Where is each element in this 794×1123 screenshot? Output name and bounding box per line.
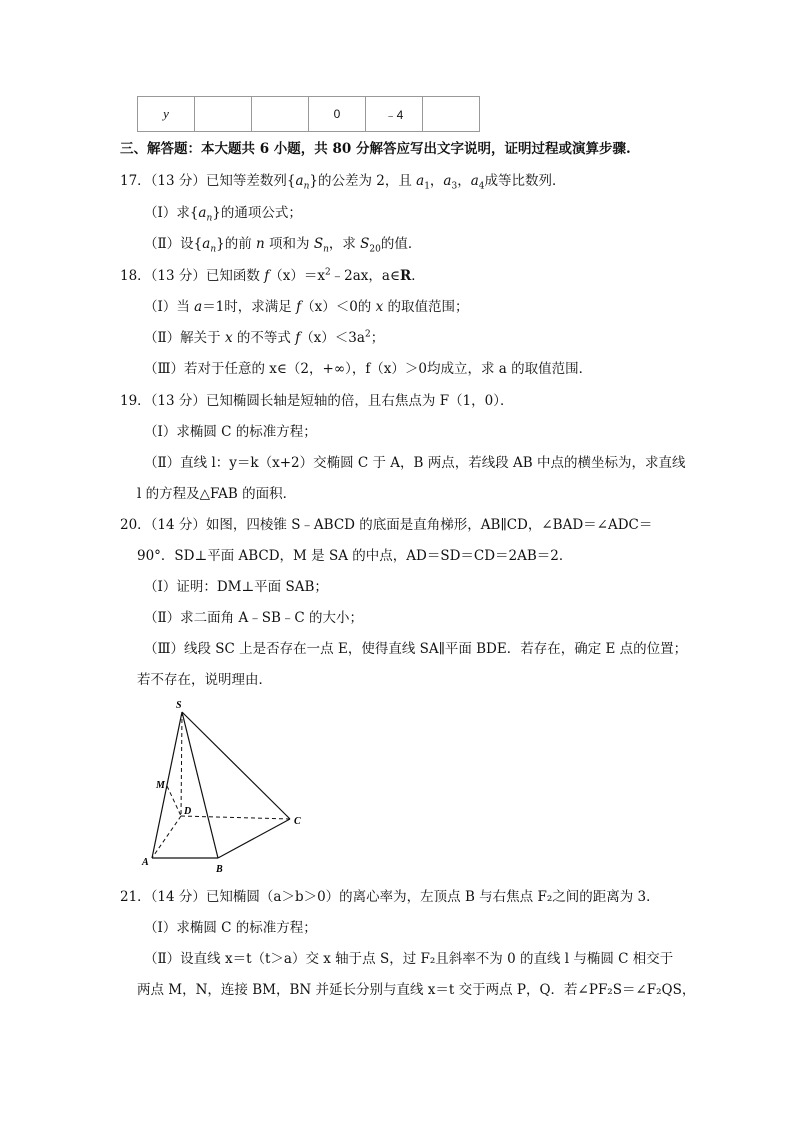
text: （x）＜0的 — [301, 299, 376, 315]
text: 17．（13 分）已知等差数列{ — [120, 173, 296, 189]
question-20-part-3: （Ⅲ）线段 SC 上是否存在一点 E，使得直线 SA∥平面 BDE．若存在，确定 E 点的位置； — [144, 641, 688, 657]
table-cell: ﹣4 — [366, 97, 423, 132]
text: （Ⅱ）解关于 — [144, 330, 225, 346]
question-19-stem: 19．（13 分）已知椭圆长轴是短轴的倍，且右焦点为 F（1，0）． — [120, 393, 514, 409]
question-19-part-2-cont: l 的方程及△FAB 的面积． — [137, 486, 297, 502]
question-21-stem: 21．（14 分）已知椭圆（a＞b＞0）的离心率为，左顶点 B 与右焦点 F₂之间的距离为 3． — [120, 889, 660, 905]
question-19-part-1: （Ⅰ）求椭圆 C 的标准方程； — [144, 424, 317, 440]
text: }的公差为 2，且 — [309, 173, 417, 189]
text: （x）＜3a — [300, 330, 365, 346]
table-row — [138, 97, 480, 132]
text: （Ⅰ）求{ — [144, 205, 199, 221]
table-cell: y — [138, 97, 195, 132]
question-21-part-2-cont: 两点 M，N，连接 BM，BN 并延长分别与直线 x＝t 交于两点 P，Q．若∠PF₂S＝∠F₂QS， — [137, 982, 696, 998]
table-cell — [252, 97, 309, 132]
question-20-part-3-cont: 若不存在，说明理由． — [137, 672, 272, 688]
question-17-stem: 17．（13 分）已知等差数列$\{a_n\}$的公差为 2，且 $a_1$，$a_3$，$a_4$成等比数列． — [120, 173, 566, 192]
question-18-part-1: （Ⅰ）当 a＝1时，求满足 f（x）＜0的 x 的取值范围； — [144, 299, 469, 315]
text: R — [399, 268, 412, 284]
text: 的值． — [380, 236, 422, 252]
edge-SB — [182, 712, 218, 858]
pyramid-figure — [136, 700, 316, 880]
text: ﹣2ax，a∈ — [330, 268, 400, 284]
text: 的取值范围； — [383, 299, 469, 315]
question-18-stem: 18．（13 分）已知函数 $f(x)=x^2﹣2ax$，a∈R． — [120, 267, 425, 284]
question-19-part-2: （Ⅱ）直线 l：y＝k（x+2）交椭圆 C 于 A，B 两点，若线段 AB 中点的横坐标为，求直线 — [144, 455, 686, 471]
question-20-part-2: （Ⅱ）求二面角 A﹣SB﹣C 的大小； — [144, 610, 364, 626]
label-B: B — [216, 864, 223, 875]
edge-SD — [181, 712, 182, 816]
section-heading: 三、解答题：本大题共 6 小题，共 80 分解答应写出文字说明，证明过程或演算步骤. — [120, 141, 631, 157]
value-table — [137, 96, 480, 132]
question-21-part-2: （Ⅱ）设直线 x＝t（t＞a）交 x 轴于点 S，过 F₂且斜率不为 0 的直线 l 与椭圆 C 相交于 — [144, 951, 674, 967]
table-cell — [195, 97, 252, 132]
text: （Ⅰ）当 — [144, 299, 195, 315]
table-cell: 0 — [309, 97, 366, 132]
math: a — [416, 173, 425, 189]
text: 成等比数列． — [484, 173, 566, 189]
question-18-part-3: （Ⅲ）若对于任意的 x∈（2，+∞），f（x）＞0均成立，求 a 的取值范围． — [144, 361, 593, 377]
question-20-stem-cont: 90°．SD⊥平面 ABCD，M 是 SA 的中点，AD＝SD＝CD＝2AB＝2． — [137, 548, 573, 564]
label-A: A — [142, 857, 149, 868]
edge-BC — [218, 819, 290, 858]
text: （x）＝x — [269, 268, 325, 284]
question-18-part-2: （Ⅱ）解关于 x 的不等式 $f(x)<3a^2$； — [144, 329, 385, 346]
text: 的不等式 — [232, 330, 296, 346]
label-M: M — [156, 780, 165, 791]
label-C: C — [294, 816, 301, 827]
question-21-part-1: （Ⅰ）求椭圆 C 的标准方程； — [144, 920, 317, 936]
edge-SC — [182, 712, 290, 819]
label-S: S — [176, 700, 182, 711]
question-17-part-1: （Ⅰ）求$\{a_n\}$的通项公式； — [144, 205, 302, 224]
text: 项和为 — [264, 236, 314, 252]
text: ＝1时，求满足 — [202, 299, 297, 315]
table-cell — [423, 97, 480, 132]
math: $a_n$ — [295, 173, 310, 192]
question-20-part-1: （Ⅰ）证明：DM⊥平面 SAB； — [144, 579, 328, 595]
text: ，求 — [328, 236, 361, 252]
edge-DC — [181, 816, 290, 819]
edge-DM — [167, 786, 181, 816]
text: }的通项公式； — [212, 205, 302, 221]
question-17-part-2: （Ⅱ）设$\{a_n\}$的前 n 项和为 $S_n$，求 $S_{20}$的值． — [144, 236, 422, 255]
text: 18．（13 分）已知函数 — [120, 268, 265, 284]
text: }的前 — [216, 236, 257, 252]
label-D: D — [184, 806, 192, 817]
text: （Ⅱ）设{ — [144, 236, 203, 252]
question-20-stem: 20．（14 分）如图，四棱锥 S﹣ABCD 的底面是直角梯形，AB∥CD，∠BAD＝∠ADC＝ — [120, 517, 653, 533]
